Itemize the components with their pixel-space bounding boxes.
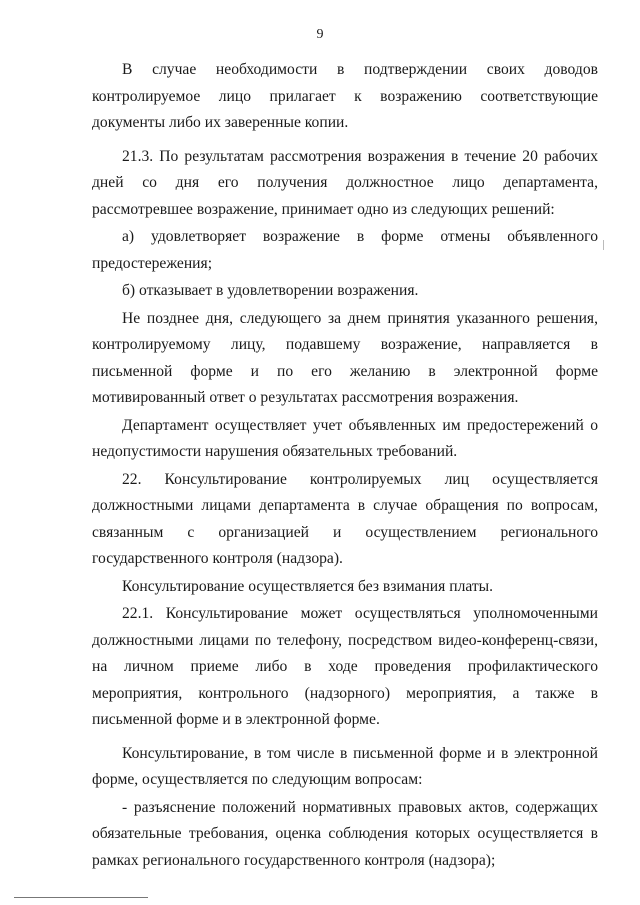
paragraph-22: 22. Консультирование контролируемых лиц осуществляется должностными лицами департамента в случае обращения по вопросам, связанным с организацией и осуществлением регионального государственного контроля (надзора). (92, 470, 598, 567)
paragraph-22-1: 22.1. Консультирование может осуществляться уполномоченными должностными лицами по телефону, посредством видео-конференц-связи, на личном приеме либо в ходе проведения профилактического мероприятия, контрольного (надзорного) мероприятия, а также в письменной форме и в электронной форме. (92, 605, 598, 728)
paragraph-consulting-topics: Консультирование, в том числе в письменной форме и в электронной форме, осуществляется по следующим вопросам: (92, 744, 598, 788)
footer-rule (14, 897, 148, 898)
paragraph-free-consulting: Консультирование осуществляется без взимания платы. (122, 577, 494, 595)
paragraph-reasoned-response: Не позднее дня, следующего за днем принятия указанного решения, контролируемому лицу, подавшему возражение, направляется в письменной форме и по его желанию в электронной форме мотивированный ответ о результатах рассмотрения возражения. (92, 309, 598, 406)
paragraph-option-a: а) удовлетворяет возражение в форме отмены объявленного предостережения; (92, 228, 598, 272)
paragraph-21-3: 21.3. По результатам рассмотрения возражения в течение 20 рабочих дней со дня его получения должностное лицо департамента, рассмотревшее возражение, принимает одно из следующих решений: (92, 147, 598, 218)
page-number: 9 (316, 27, 324, 42)
paragraph-warnings-record: Департамент осуществляет учет объявленных им предостережений о недопустимости нарушения обязательных требований. (92, 416, 598, 460)
list-item-topic-1: - разъяснение положений нормативных правовых актов, содержащих обязательные требования, оценка соблюдения которых осуществляется в рамках регионального государственного контроля (надзора); (92, 798, 598, 869)
paragraph-evidence-attachment: В случае необходимости в подтверждении своих доводов контролируемое лицо прилагает к возражению соответствующие документы либо их заверенные копии. (92, 61, 598, 131)
document-body (92, 57, 598, 875)
scan-edge-mark (603, 240, 604, 250)
paragraph-option-b: б) отказывает в удовлетворении возражения. (122, 282, 419, 299)
